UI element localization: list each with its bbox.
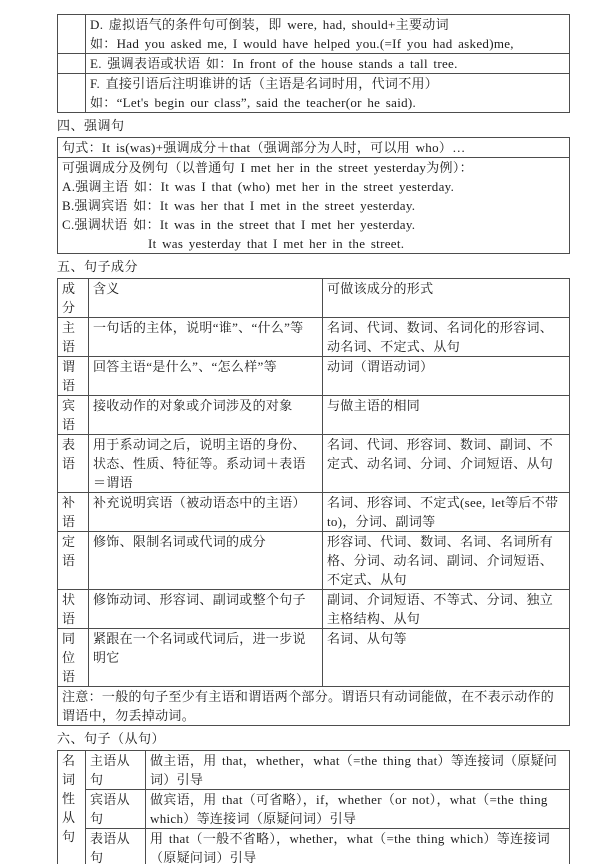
table-row xyxy=(58,318,570,357)
table-row xyxy=(58,74,570,113)
forms-cell: 名词、代词、数词、名词化的形容词、动名词、不定式、从句 xyxy=(323,318,570,357)
component-cell: 同位语 xyxy=(58,629,89,687)
section-title-emphasis: 四、强调句 xyxy=(57,118,125,133)
clause-desc-cell: 做宾语，用 that（可省略），if，whether（or not），what（=the thing which）等连接词（原疑问词）引导 xyxy=(146,790,570,829)
rule-text: D. 虚拟语气的条件句可倒装，即 were, had, should+主要动词 xyxy=(90,17,449,32)
meaning-cell: 紧跟在一个名词或代词后，进一步说明它 xyxy=(89,629,323,687)
header-forms: 可做该成分的形式 xyxy=(323,279,570,318)
examples-cell xyxy=(58,158,570,254)
component-cell: 宾语 xyxy=(58,396,89,435)
forms-cell: 与做主语的相同 xyxy=(323,396,570,435)
rule-cell xyxy=(86,54,570,74)
component-cell: 定语 xyxy=(58,532,89,590)
pattern-cell xyxy=(58,138,570,158)
inversion-table xyxy=(57,14,570,113)
header-meaning: 含义 xyxy=(89,279,323,318)
empty-label-cell xyxy=(58,54,86,74)
meaning-cell: 修饰动词、形容词、副词或整个句子 xyxy=(89,590,323,629)
clause-type-cell: 主语从句 xyxy=(86,751,146,790)
example-text: B.强调宾语 如：It was her that I met in the street yesterday. xyxy=(62,198,416,213)
table-row xyxy=(58,493,570,532)
table-row xyxy=(58,790,570,829)
table-row xyxy=(58,357,570,396)
table-row xyxy=(58,532,570,590)
rule-text: E. 强调表语或状语 如：In front of the house stands a tall tree. xyxy=(90,56,458,71)
component-cell: 状语 xyxy=(58,590,89,629)
empty-label-cell xyxy=(58,74,86,113)
clause-type-cell: 宾语从句 xyxy=(86,790,146,829)
rule-text: F. 直接引语后注明谁讲的话（主语是名词时用，代词不用） xyxy=(90,76,439,91)
forms-cell: 名词、从句等 xyxy=(323,629,570,687)
table-row xyxy=(58,54,570,74)
component-cell: 谓语 xyxy=(58,357,89,396)
example-text: It was yesterday that I met her in the street. xyxy=(148,236,405,251)
example-text: A.强调主语 如：It was I that (who) met her in the street yesterday. xyxy=(62,179,455,194)
table-row xyxy=(58,15,570,54)
table-row xyxy=(58,590,570,629)
empty-label-cell xyxy=(58,15,86,54)
meaning-cell: 用于系动词之后，说明主语的身份、状态、性质、特征等。系动词＋表语＝谓语 xyxy=(89,435,323,493)
pattern-text: 句式：It is(was)+强调成分＋that（强调部分为人时，可以用 who）… xyxy=(62,140,466,155)
example-text: 如：Had you asked me, I would have helped you.(=If you had asked)me, xyxy=(90,36,514,51)
forms-cell: 名词、形容词、不定式(see, let等后不带 to)，分词、副词等 xyxy=(323,493,570,532)
table-row xyxy=(58,158,570,254)
table-row xyxy=(58,829,570,864)
emphasis-table xyxy=(57,137,570,254)
rule-cell xyxy=(86,15,570,54)
meaning-cell: 接收动作的对象或介词涉及的对象 xyxy=(89,396,323,435)
component-cell: 主语 xyxy=(58,318,89,357)
forms-cell: 形容词、代词、数词、名词、名词所有格、分词、动名词、副词、介词短语、不定式、从句 xyxy=(323,532,570,590)
meaning-cell: 修饰、限制名词或代词的成分 xyxy=(89,532,323,590)
table-header-row xyxy=(58,279,570,318)
meaning-cell: 补充说明宾语（被动语态中的主语） xyxy=(89,493,323,532)
example-text: 如：“Let's begin our class”, said the teacher(or he said). xyxy=(90,95,417,110)
clause-type-cell: 表语从句 xyxy=(86,829,146,864)
component-cell: 补语 xyxy=(58,493,89,532)
table-row xyxy=(58,138,570,158)
example-text: C.强调状语 如：It was in the street that I met her yesterday. xyxy=(62,217,416,232)
clauses-table xyxy=(57,750,570,864)
section-title-components: 五、句子成分 xyxy=(57,259,139,274)
section-title-clauses: 六、句子（从句） xyxy=(57,731,166,746)
clause-group-cell: 名词性从句 xyxy=(58,751,86,864)
meaning-cell: 一句话的主体，说明“谁”、“什么”等 xyxy=(89,318,323,357)
forms-cell: 副词、介词短语、不等式、分词、独立主格结构、从句 xyxy=(323,590,570,629)
forms-cell: 名词、代词、形容词、数词、副词、不定式、动名词、分词、介词短语、从句 xyxy=(323,435,570,493)
intro-text: 可强调成分及例句（以普通句 I met her in the street yesterday为例）： xyxy=(62,160,473,175)
table-row xyxy=(58,435,570,493)
clause-desc-cell: 用 that（一般不省略），whether，what（=the thing which）等连接词（原疑问词）引导 xyxy=(146,829,570,864)
meaning-cell: 回答主语“是什么”、“怎么样”等 xyxy=(89,357,323,396)
header-component: 成分 xyxy=(58,279,89,318)
rule-cell xyxy=(86,74,570,113)
forms-cell: 动词（谓语动词） xyxy=(323,357,570,396)
component-cell: 表语 xyxy=(58,435,89,493)
table-row xyxy=(58,629,570,687)
table-note-row xyxy=(58,687,570,726)
table-row xyxy=(58,751,570,790)
clause-desc-cell: 做主语，用 that，whether，what（=the thing that）等连接词（原疑问词）引导 xyxy=(146,751,570,790)
table-row xyxy=(58,396,570,435)
note-cell: 注意：一般的句子至少有主语和谓语两个部分。谓语只有动词能做，在不表示动作的谓语中，勿丢掉动词。 xyxy=(58,687,570,726)
components-table xyxy=(57,278,570,726)
